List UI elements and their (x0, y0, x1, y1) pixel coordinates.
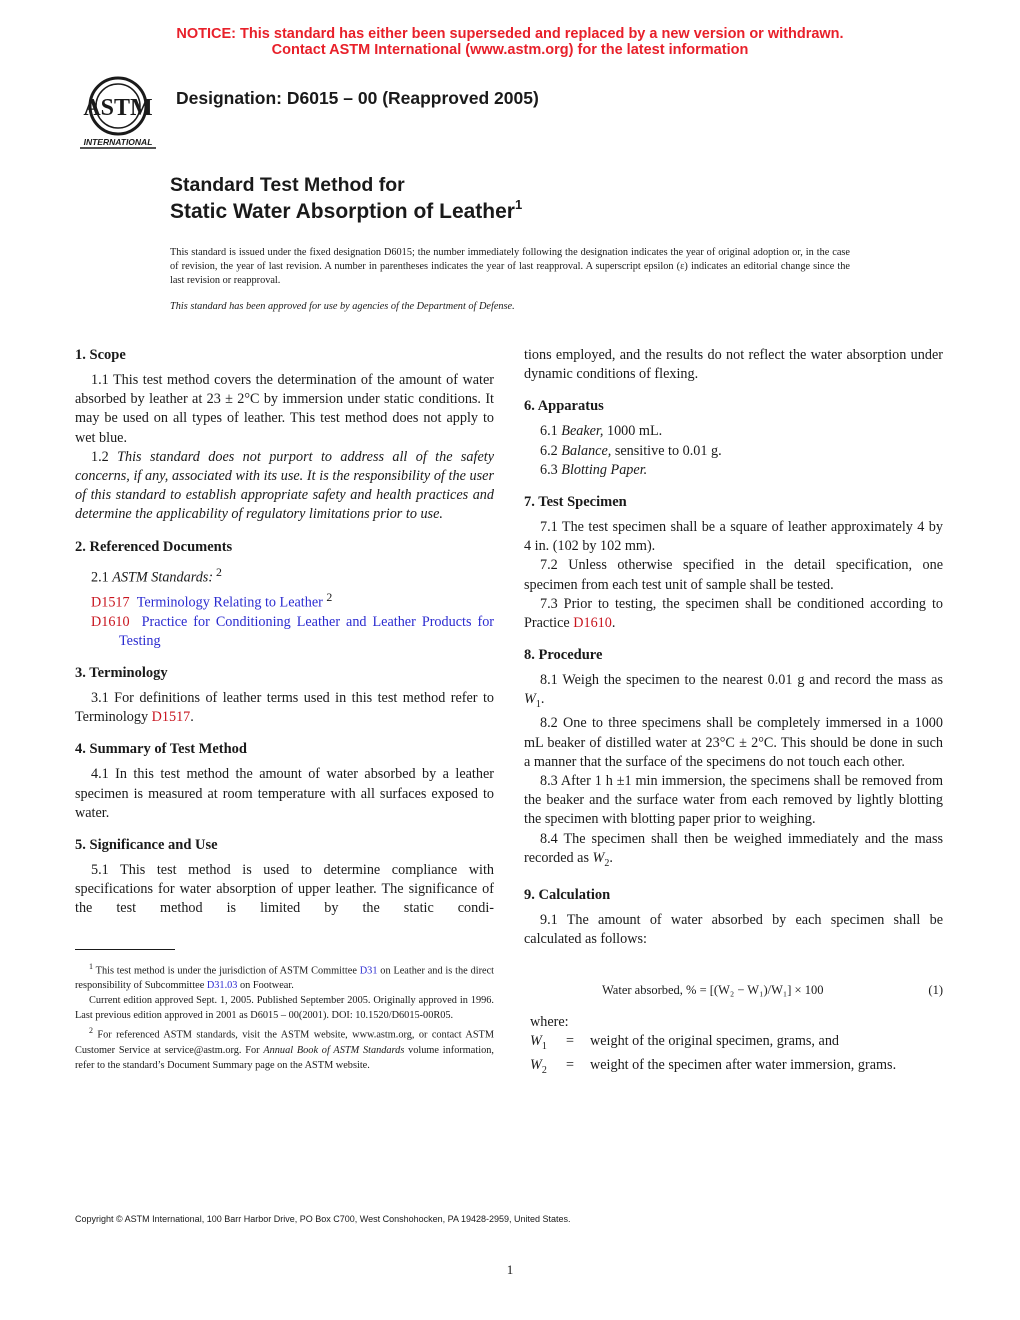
para-7-1: 7.1 The test specimen shall be a square of leather approximately 4 by 4 in. (102 by 102 mm). (524, 519, 943, 555)
reference-d1610 (75, 613, 494, 651)
para-7-3-text: 7.3 Prior to testing, the specimen shall be conditioned according to Practice (524, 595, 943, 632)
definition-row (530, 1056, 896, 1080)
para-6-3-num: 6.3 (540, 461, 562, 478)
section-2-heading: 2. Referenced Documents (75, 538, 233, 555)
section-8-heading: 8. Procedure (524, 647, 603, 664)
notice-line-1: NOTICE: This standard has either been superseded and replaced by a new version or withdrawn. (176, 26, 844, 42)
ref-title-d1517[interactable]: Terminology Relating to Leather (136, 594, 323, 611)
footnote-2-text-a: For referenced ASTM standards, visit the ASTM website, www.astm.org, or contact ASTM Customer Service at service@astm.org. For (75, 1029, 494, 1056)
footnote-2-italic: Annual Book of ASTM Standards (263, 1044, 405, 1056)
para-8-4-end: . (609, 849, 613, 866)
logo-subtext: INTERNATIONAL (83, 137, 153, 147)
link-d31-03[interactable]: D31.03 (206, 980, 238, 992)
para-8-4-text: 8.4 The specimen shall then be weighed immediately and the mass recorded as (524, 830, 943, 866)
section-1-heading: 1. Scope (75, 347, 126, 363)
ref-code-d1517[interactable]: D1517 (91, 594, 130, 611)
footnote-1-edition: Current edition approved Sept. 1, 2005. Published September 2005. Originally approved in 1996. Last previous edition approved in 2001 as D6015 – 00(2001). DOI: 10.1520/D6015-00R05. (75, 995, 494, 1022)
equation-label (602, 983, 823, 998)
para-6-1-name: Beaker, (561, 423, 604, 440)
para-8-4-var: W (592, 849, 605, 866)
title-footnote-ref[interactable]: 1 (514, 197, 523, 212)
para-1-2-text: This standard does not purport to address all of the safety concerns, if any, associated with its use. It is the responsibility of the user of this standard to establish appropriate safety and health practices and determine the applicability of regulatory limitations prior to use. (75, 448, 494, 523)
para-2-1 (75, 563, 494, 588)
para-3-1-text: 3.1 For definitions of leather terms used in this test method refer to Terminology (75, 689, 494, 726)
para-8-2: 8.2 One to three specimens shall be completely immersed in a 1000 mL beaker of distilled water at 23°C ± 2°C. This should be done in such a manner that the surface of the specimens do not touch each other. (524, 715, 943, 770)
para-6-3 (524, 461, 943, 480)
notice-line-2: Contact ASTM International (www.astm.org) for the latest information (271, 42, 749, 58)
equation-body: = [(W₂ − W₁)/W₁] × 100 (699, 983, 824, 997)
para-1-2-num: 1.2 (91, 448, 118, 465)
para-6-1-num: 6.1 (540, 423, 562, 440)
definition-row (530, 1032, 896, 1056)
footnote-1 (75, 959, 494, 993)
para-8-1-text: 8.1 Weigh the specimen to the nearest 0.01 g and record the mass as (540, 672, 943, 689)
section-4-heading: 4. Summary of Test Method (75, 741, 247, 758)
footnote-1-text-a: This test method is under the jurisdiction of ASTM Committee (93, 965, 360, 977)
link-d1517[interactable]: D1517 (151, 709, 191, 726)
variable-definitions (530, 1013, 943, 1080)
para-6-1-rest: 1000 mL. (603, 423, 663, 440)
para-6-2-name: Balance, (561, 442, 612, 459)
link-d31[interactable]: D31 (359, 965, 378, 977)
para-5-1-continued: tions employed, and the results do not reflect the water absorption under dynamic conditions of flexing. (524, 347, 943, 383)
para-6-2-rest: sensitive to 0.01 g. (611, 442, 722, 459)
footnote-1-text-c: on Footwear. (237, 980, 294, 992)
para-6-1 (524, 422, 943, 441)
section-3-heading: 3. Terminology (75, 664, 168, 681)
para-8-1-end: . (540, 691, 545, 708)
para-8-4 (524, 830, 943, 873)
section-5-heading: 5. Significance and Use (75, 836, 218, 853)
para-7-3-end: . (611, 615, 616, 632)
def-var-w1-letter: W (530, 1032, 542, 1049)
para-1-1: 1.1 This test method covers the determination of the amount of water absorbed by leather at 23 ± 2°C by immersion under static conditions. It may be used on all types of leather. This test method does not apply to wet blue. (75, 372, 494, 446)
equation-number: (1) (928, 983, 943, 997)
dod-approval: This standard has been approved for use by agencies of the Department of Defense. (170, 301, 515, 312)
section-7-heading: 7. Test Specimen (524, 494, 627, 511)
para-8-1-sub: 1 (535, 699, 541, 711)
def-var-w1 (530, 1032, 566, 1056)
para-3-1 (75, 689, 494, 727)
para-8-1 (524, 671, 943, 714)
para-6-2-num: 6.2 (540, 442, 562, 459)
def-text-w2: weight of the specimen after water immersion, grams. (590, 1056, 897, 1073)
section-6-heading: 6. Apparatus (524, 398, 604, 415)
para-7-2: 7.2 Unless otherwise specified in the detail specification, one specimen from each test unit of sample shall be tested. (524, 557, 943, 593)
right-column (524, 346, 943, 949)
where-label: where: (530, 1014, 569, 1030)
def-text-w1: weight of the original specimen, grams, and (590, 1032, 840, 1049)
para-2-1-text: ASTM Standards: (112, 569, 214, 586)
def-eq-w2: = (566, 1056, 575, 1073)
copyright: Copyright © ASTM International, 100 Barr Harbor Drive, PO Box C700, West Conshohocken, PA 19428-2959, United States. (75, 1214, 571, 1224)
footnote-ref-2[interactable]: 2 (213, 564, 222, 579)
title-line-1: Standard Test Method for (170, 174, 405, 196)
link-d1610[interactable]: D1610 (573, 615, 612, 632)
reference-d1517 (75, 588, 494, 613)
def-var-w1-sub: 1 (541, 1040, 547, 1052)
withdrawal-notice (0, 26, 1020, 58)
para-5-1: 5.1 This test method is used to determine compliance with specifications for water absorption of upper leather. The significance of the test method is limited by the static condi- (75, 861, 494, 917)
footnote-2-text-b: volume information, refer to the standard’s Document Summary page on the ASTM website. (75, 1044, 494, 1071)
footnotes (75, 959, 494, 1073)
ref-code-d1610[interactable]: D1610 (91, 613, 130, 630)
def-var-w2-letter: W (530, 1056, 542, 1073)
designation: Designation: D6015 – 00 (Reapproved 2005) (176, 88, 539, 108)
para-8-1-var: W (524, 691, 536, 708)
ref-title-d1610[interactable]: Practice for Conditioning Leather and Leather Products for Testing (119, 613, 495, 649)
def-var-w2-sub: 2 (541, 1064, 547, 1076)
astm-logo-icon (76, 74, 160, 150)
logo-text: ASTM (83, 95, 153, 121)
title-text: Static Water Absorption of Leather (170, 200, 515, 223)
footnote-2 (75, 1023, 494, 1072)
para-6-2 (524, 442, 943, 461)
def-var-w2 (530, 1056, 566, 1080)
para-4-1: 4.1 In this test method the amount of water absorbed by a leather specimen is measured at room temperature with all surfaces exposed to water. (75, 766, 494, 821)
footnote-1-marker: 1 (89, 962, 93, 971)
para-8-3: 8.3 After 1 h ±1 min immersion, the specimens shall be removed from the beaker and the surface water from each removed by lightly blotting the specimen with blotting paper prior to weighing. (524, 773, 943, 828)
title-line-2 (170, 197, 522, 224)
section-9-heading: 9. Calculation (524, 886, 611, 903)
issuance-statement: This standard is issued under the fixed designation D6015; the number immediately following the designation indicates the year of original adoption or, in the case of revision, the year of last revision. A number in parentheses indicates the year of last reapproval. A superscript epsilon (ε) indicates an editorial change since the last revision or reapproval. (170, 247, 850, 286)
footnote-2-marker: 2 (89, 1026, 93, 1036)
footnote-ref-2b[interactable]: 2 (326, 589, 333, 604)
equation-label-text: Water absorbed, % (602, 983, 700, 997)
page-number: 1 (506, 1262, 514, 1277)
para-1-2 (75, 448, 494, 525)
footnote-1-text-b: on Leather and is the direct responsibility of Subcommittee (75, 965, 495, 992)
para-6-3-name: Blotting Paper. (561, 461, 648, 478)
para-2-1-num: 2.1 (91, 569, 113, 586)
para-7-3 (524, 595, 943, 633)
astm-logo (76, 74, 160, 150)
def-eq-w1: = (566, 1032, 575, 1049)
para-3-1-end: . (190, 709, 194, 726)
definitions-table (530, 1032, 896, 1081)
para-9-1: 9.1 The amount of water absorbed by each specimen shall be calculated as follows: (524, 911, 943, 948)
left-column (75, 346, 494, 919)
para-8-4-sub: 2 (604, 857, 610, 869)
footnote-rule (75, 949, 175, 950)
